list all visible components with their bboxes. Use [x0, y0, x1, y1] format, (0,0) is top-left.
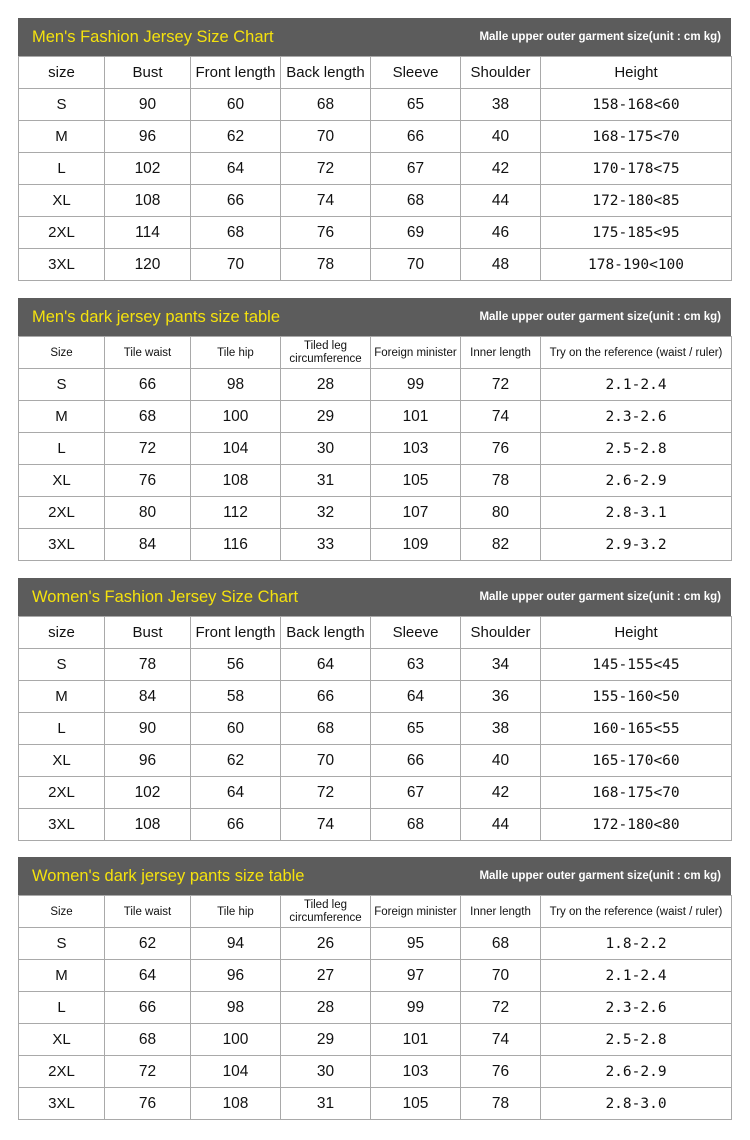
size-cell: L: [19, 153, 105, 185]
table-cell: 2.1-2.4: [541, 369, 732, 401]
table-cell: 68: [105, 401, 191, 433]
table-cell: 74: [281, 185, 371, 217]
table-cell: 62: [191, 121, 281, 153]
size-cell: XL: [19, 465, 105, 497]
table-cell: 112: [191, 497, 281, 529]
table-cell: 42: [461, 153, 541, 185]
size-table: [18, 336, 732, 561]
table-cell: 28: [281, 369, 371, 401]
column-header: Height: [541, 617, 732, 649]
table-cell: 2.3-2.6: [541, 401, 732, 433]
table-cell: 27: [281, 960, 371, 992]
column-header: Tile waist: [105, 337, 191, 369]
header-row: [19, 617, 732, 649]
table-cell: 70: [461, 960, 541, 992]
table-cell: 101: [371, 401, 461, 433]
table-cell: 31: [281, 1088, 371, 1120]
table-cell: 98: [191, 369, 281, 401]
table-cell: 72: [281, 153, 371, 185]
table-cell: 172-180<80: [541, 809, 732, 841]
size-cell: S: [19, 89, 105, 121]
table-cell: 104: [191, 433, 281, 465]
size-cell: S: [19, 928, 105, 960]
column-header: Bust: [105, 57, 191, 89]
table-cell: 168-175<70: [541, 121, 732, 153]
size-cell: 2XL: [19, 1056, 105, 1088]
column-header: Try on the reference (waist / ruler): [541, 896, 732, 928]
size-cell: 2XL: [19, 217, 105, 249]
table-cell: 2.6-2.9: [541, 465, 732, 497]
table-cell: 105: [371, 465, 461, 497]
table-cell: 68: [281, 89, 371, 121]
column-header: Shoulder: [461, 617, 541, 649]
table-cell: 165-170<60: [541, 745, 732, 777]
table-cell: 32: [281, 497, 371, 529]
table-cell: 74: [461, 401, 541, 433]
table-cell: 172-180<85: [541, 185, 732, 217]
table-cell: 101: [371, 1024, 461, 1056]
table-cell: 65: [371, 89, 461, 121]
column-header: size: [19, 57, 105, 89]
table-cell: 90: [105, 713, 191, 745]
table-cell: 78: [461, 1088, 541, 1120]
table-cell: 60: [191, 89, 281, 121]
table-cell: 108: [191, 465, 281, 497]
column-header: Back length: [281, 617, 371, 649]
table-row: [19, 649, 732, 681]
table-cell: 107: [371, 497, 461, 529]
table-cell: 168-175<70: [541, 777, 732, 809]
table-row: [19, 121, 732, 153]
table-cell: 67: [371, 153, 461, 185]
table-cell: 29: [281, 401, 371, 433]
table-cell: 160-165<55: [541, 713, 732, 745]
womens-pants-section: [18, 857, 731, 1120]
size-cell: XL: [19, 185, 105, 217]
column-header: Foreign minister: [371, 896, 461, 928]
table-cell: 100: [191, 1024, 281, 1056]
table-cell: 70: [281, 121, 371, 153]
table-cell: 2.8-3.1: [541, 497, 732, 529]
table-row: [19, 809, 732, 841]
table-cell: 84: [105, 529, 191, 561]
table-cell: 76: [461, 433, 541, 465]
table-cell: 97: [371, 960, 461, 992]
table-cell: 76: [105, 1088, 191, 1120]
size-cell: L: [19, 992, 105, 1024]
table-cell: 95: [371, 928, 461, 960]
size-cell: L: [19, 433, 105, 465]
header-row: [19, 57, 732, 89]
table-cell: 80: [105, 497, 191, 529]
table-cell: 74: [281, 809, 371, 841]
table-row: [19, 249, 732, 281]
column-header: Try on the reference (waist / ruler): [541, 337, 732, 369]
size-cell: M: [19, 401, 105, 433]
table-cell: 90: [105, 89, 191, 121]
column-header: Tile hip: [191, 896, 281, 928]
table-cell: 78: [281, 249, 371, 281]
table-row: [19, 497, 732, 529]
table-cell: 96: [105, 745, 191, 777]
unit-note: Malle upper outer garment size(unit : cm kg): [479, 870, 721, 882]
table-cell: 2.6-2.9: [541, 1056, 732, 1088]
table-cell: 48: [461, 249, 541, 281]
table-cell: 62: [105, 928, 191, 960]
table-cell: 2.5-2.8: [541, 433, 732, 465]
table-cell: 96: [191, 960, 281, 992]
table-row: [19, 992, 732, 1024]
table-cell: 56: [191, 649, 281, 681]
table-cell: 36: [461, 681, 541, 713]
size-cell: 2XL: [19, 777, 105, 809]
column-header: Foreign minister: [371, 337, 461, 369]
size-cell: 2XL: [19, 497, 105, 529]
table-cell: 44: [461, 185, 541, 217]
table-cell: 66: [371, 745, 461, 777]
table-cell: 31: [281, 465, 371, 497]
table-cell: 69: [371, 217, 461, 249]
table-cell: 1.8-2.2: [541, 928, 732, 960]
column-header: Front length: [191, 617, 281, 649]
table-cell: 40: [461, 121, 541, 153]
unit-note: Malle upper outer garment size(unit : cm kg): [479, 311, 721, 323]
column-header: Size: [19, 896, 105, 928]
column-header: Tile waist: [105, 896, 191, 928]
table-cell: 30: [281, 1056, 371, 1088]
table-cell: 80: [461, 497, 541, 529]
column-header: Tiled leg circumference: [281, 896, 371, 928]
table-cell: 38: [461, 89, 541, 121]
size-table: [18, 895, 732, 1120]
table-cell: 76: [461, 1056, 541, 1088]
unit-note: Malle upper outer garment size(unit : cm kg): [479, 591, 721, 603]
table-row: [19, 529, 732, 561]
table-cell: 78: [461, 465, 541, 497]
column-header: Sleeve: [371, 617, 461, 649]
table-row: [19, 369, 732, 401]
table-cell: 109: [371, 529, 461, 561]
table-cell: 68: [105, 1024, 191, 1056]
table-row: [19, 217, 732, 249]
table-cell: 26: [281, 928, 371, 960]
table-row: [19, 153, 732, 185]
table-cell: 2.1-2.4: [541, 960, 732, 992]
table-cell: 70: [191, 249, 281, 281]
table-row: [19, 185, 732, 217]
table-row: [19, 681, 732, 713]
table-cell: 108: [105, 809, 191, 841]
table-cell: 62: [191, 745, 281, 777]
table-cell: 66: [281, 681, 371, 713]
table-cell: 72: [281, 777, 371, 809]
table-cell: 42: [461, 777, 541, 809]
table-cell: 2.8-3.0: [541, 1088, 732, 1120]
column-header: Tiled leg circumference: [281, 337, 371, 369]
table-cell: 38: [461, 713, 541, 745]
column-header: size: [19, 617, 105, 649]
table-cell: 64: [371, 681, 461, 713]
table-cell: 114: [105, 217, 191, 249]
table-cell: 99: [371, 992, 461, 1024]
table-cell: 68: [281, 713, 371, 745]
column-header: Back length: [281, 57, 371, 89]
table-cell: 70: [371, 249, 461, 281]
table-cell: 34: [461, 649, 541, 681]
table-row: [19, 401, 732, 433]
size-cell: M: [19, 681, 105, 713]
table-row: [19, 1088, 732, 1120]
size-cell: S: [19, 649, 105, 681]
section-title: Men's Fashion Jersey Size Chart: [32, 28, 274, 46]
column-header: Inner length: [461, 337, 541, 369]
column-header: Sleeve: [371, 57, 461, 89]
column-header: Bust: [105, 617, 191, 649]
table-cell: 33: [281, 529, 371, 561]
womens-jersey-section: [18, 578, 731, 841]
table-cell: 68: [371, 809, 461, 841]
table-cell: 84: [105, 681, 191, 713]
table-row: [19, 1056, 732, 1088]
table-cell: 66: [191, 185, 281, 217]
size-cell: XL: [19, 745, 105, 777]
column-header: Front length: [191, 57, 281, 89]
table-row: [19, 928, 732, 960]
table-cell: 72: [461, 992, 541, 1024]
table-cell: 100: [191, 401, 281, 433]
section-header: [18, 578, 731, 616]
table-cell: 72: [105, 1056, 191, 1088]
table-cell: 178-190<100: [541, 249, 732, 281]
header-row: [19, 337, 732, 369]
table-cell: 44: [461, 809, 541, 841]
table-cell: 64: [105, 960, 191, 992]
size-cell: S: [19, 369, 105, 401]
size-cell: 3XL: [19, 249, 105, 281]
table-row: [19, 465, 732, 497]
table-cell: 98: [191, 992, 281, 1024]
column-header: Tile hip: [191, 337, 281, 369]
column-header: Shoulder: [461, 57, 541, 89]
table-cell: 99: [371, 369, 461, 401]
section-header: [18, 18, 731, 56]
table-cell: 29: [281, 1024, 371, 1056]
size-table: [18, 56, 732, 281]
table-cell: 104: [191, 1056, 281, 1088]
table-cell: 103: [371, 433, 461, 465]
table-cell: 66: [105, 992, 191, 1024]
table-cell: 158-168<60: [541, 89, 732, 121]
table-cell: 96: [105, 121, 191, 153]
table-cell: 170-178<75: [541, 153, 732, 185]
section-header: [18, 298, 731, 336]
table-cell: 76: [105, 465, 191, 497]
table-cell: 2.9-3.2: [541, 529, 732, 561]
column-header: Size: [19, 337, 105, 369]
table-cell: 72: [105, 433, 191, 465]
table-cell: 30: [281, 433, 371, 465]
table-cell: 66: [105, 369, 191, 401]
table-row: [19, 960, 732, 992]
table-cell: 116: [191, 529, 281, 561]
table-cell: 120: [105, 249, 191, 281]
table-cell: 66: [371, 121, 461, 153]
table-cell: 2.3-2.6: [541, 992, 732, 1024]
table-cell: 70: [281, 745, 371, 777]
table-cell: 28: [281, 992, 371, 1024]
column-header: Height: [541, 57, 732, 89]
table-cell: 145-155<45: [541, 649, 732, 681]
table-cell: 102: [105, 153, 191, 185]
table-cell: 63: [371, 649, 461, 681]
section-header: [18, 857, 731, 895]
table-cell: 2.5-2.8: [541, 1024, 732, 1056]
table-cell: 65: [371, 713, 461, 745]
size-cell: M: [19, 121, 105, 153]
table-row: [19, 713, 732, 745]
size-cell: XL: [19, 1024, 105, 1056]
table-cell: 94: [191, 928, 281, 960]
table-cell: 175-185<95: [541, 217, 732, 249]
table-cell: 58: [191, 681, 281, 713]
table-cell: 102: [105, 777, 191, 809]
table-cell: 72: [461, 369, 541, 401]
section-title: Women's dark jersey pants size table: [32, 867, 305, 885]
header-row: [19, 896, 732, 928]
table-cell: 82: [461, 529, 541, 561]
table-cell: 108: [105, 185, 191, 217]
section-title: Men's dark jersey pants size table: [32, 308, 281, 326]
table-cell: 78: [105, 649, 191, 681]
mens-pants-section: [18, 298, 731, 561]
table-cell: 60: [191, 713, 281, 745]
table-row: [19, 433, 732, 465]
table-cell: 74: [461, 1024, 541, 1056]
table-row: [19, 777, 732, 809]
mens-jersey-section: [18, 18, 731, 281]
table-cell: 68: [461, 928, 541, 960]
size-cell: 3XL: [19, 529, 105, 561]
table-row: [19, 89, 732, 121]
table-cell: 68: [191, 217, 281, 249]
table-cell: 64: [281, 649, 371, 681]
table-cell: 103: [371, 1056, 461, 1088]
size-cell: L: [19, 713, 105, 745]
table-cell: 76: [281, 217, 371, 249]
size-cell: 3XL: [19, 1088, 105, 1120]
table-row: [19, 745, 732, 777]
size-table: [18, 616, 732, 841]
table-row: [19, 1024, 732, 1056]
size-cell: M: [19, 960, 105, 992]
unit-note: Malle upper outer garment size(unit : cm kg): [479, 31, 721, 43]
table-cell: 64: [191, 777, 281, 809]
table-cell: 40: [461, 745, 541, 777]
section-title: Women's Fashion Jersey Size Chart: [32, 588, 299, 606]
table-cell: 66: [191, 809, 281, 841]
table-cell: 67: [371, 777, 461, 809]
column-header: Inner length: [461, 896, 541, 928]
table-cell: 105: [371, 1088, 461, 1120]
table-cell: 155-160<50: [541, 681, 732, 713]
table-cell: 64: [191, 153, 281, 185]
table-cell: 108: [191, 1088, 281, 1120]
size-cell: 3XL: [19, 809, 105, 841]
table-cell: 68: [371, 185, 461, 217]
table-cell: 46: [461, 217, 541, 249]
